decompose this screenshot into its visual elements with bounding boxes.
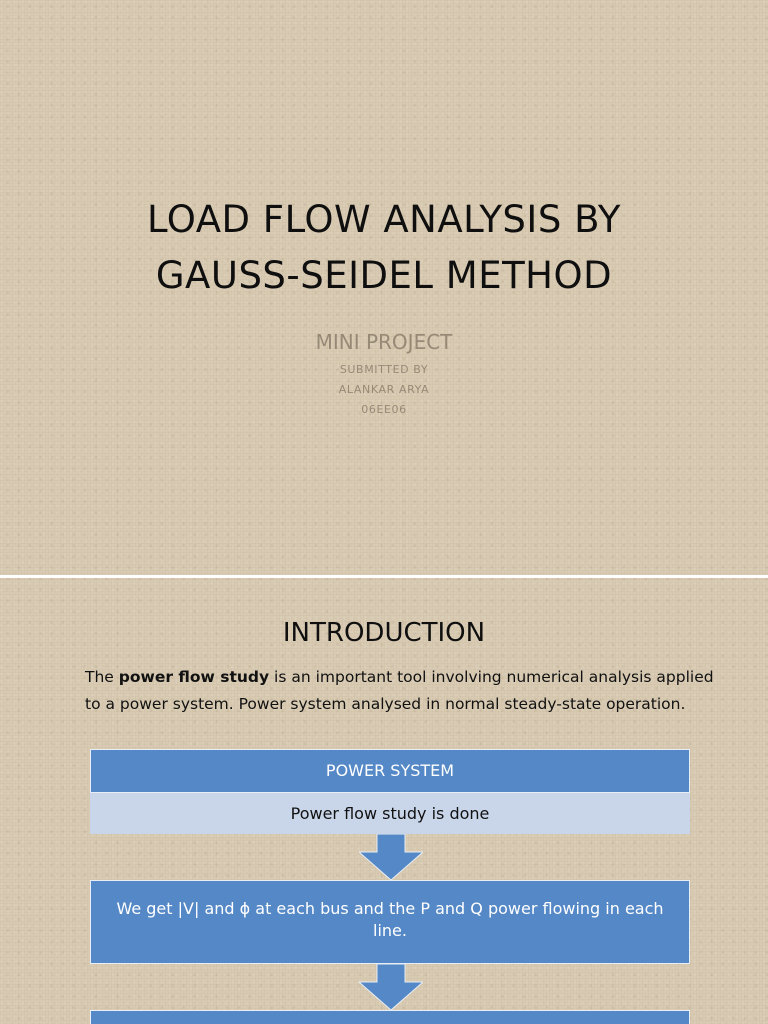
arrow-down-icon bbox=[359, 964, 423, 1010]
intro-paragraph bbox=[85, 664, 715, 718]
title-line-1: LOAD FLOW ANALYSIS BY bbox=[146, 198, 622, 241]
flow-box-results: We get |V| and ϕ at each bus and the P and Q power flowing in each line. bbox=[90, 880, 690, 964]
submitted-by-label: SUBMITTED BY bbox=[339, 363, 429, 376]
title-line-2: GAUSS-SEIDEL METHOD bbox=[155, 254, 613, 297]
author-name: ALANKAR ARYA bbox=[338, 383, 430, 396]
intro-prefix: The bbox=[85, 668, 119, 686]
intro-heading: INTRODUCTION bbox=[282, 618, 486, 648]
slide-subtitle: MINI PROJECT bbox=[315, 330, 453, 354]
intro-rest: is an important tool involving numerical analysis applied to a power system. Power system analysed in normal steady-state operation. bbox=[85, 668, 714, 713]
introduction-slide bbox=[0, 578, 768, 1024]
intro-bold-term: power flow study bbox=[118, 668, 270, 686]
flow-box-next bbox=[90, 1010, 690, 1024]
flow-box-power-flow-study: Power flow study is done bbox=[90, 793, 690, 834]
flow-box-power-system: POWER SYSTEM bbox=[90, 749, 690, 793]
roll-number: 06EE06 bbox=[361, 403, 407, 416]
slide-title bbox=[60, 192, 708, 304]
arrow-down-icon bbox=[359, 834, 423, 880]
